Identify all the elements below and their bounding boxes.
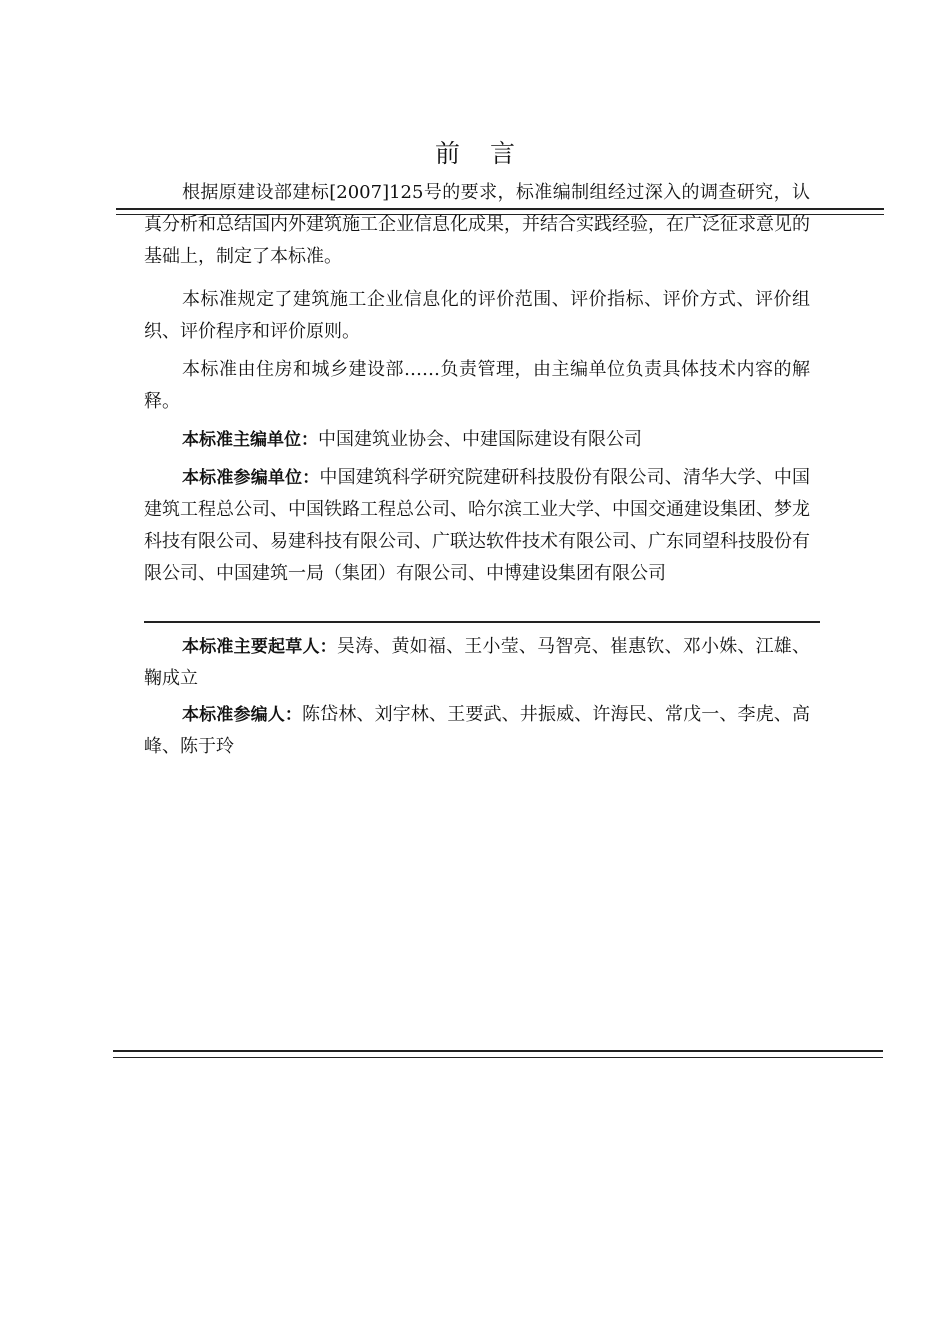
- chief-editor-label: 本标准主编单位：: [182, 430, 318, 450]
- section-rule: [144, 621, 820, 623]
- co-editor-units: [144, 462, 810, 590]
- participants: [144, 699, 810, 763]
- main-drafters-value: 吴涛、黄如福、王小莹、马智亮、崔惠钦、邓小姝、江雄、鞠成立: [144, 636, 811, 689]
- chief-editor-value: 中国建筑业协会、中建国际建设有限公司: [318, 429, 642, 450]
- co-editor-value: 中国建筑科学研究院建研科技股份有限公司、清华大学、中国建筑工程总公司、中国铁路工程总公司、哈尔滨工业大学、中国交通建设集团、梦龙科技有限公司、易建科技有限公司、广联达软件技术有限公司、广东同望科技股份有限公司、中国建筑一局（集团）有限公司、中博建设集团有限公司: [144, 467, 811, 584]
- participants-value: 陈岱林、刘宇林、王要武、井振威、许海民、常戊一、李虎、高峰、陈于玲: [144, 704, 810, 757]
- participants-label: 本标准参编人：: [182, 705, 303, 725]
- main-drafters-label: 本标准主要起草人：: [182, 637, 337, 657]
- paragraph-scope: 本标准规定了建筑施工企业信息化的评价范围、评价指标、评价方式、评价组织、评价程序和评价原则。: [144, 289, 810, 342]
- co-editor-label: 本标准参编单位：: [182, 468, 320, 488]
- footer-rule-lower: [113, 1057, 883, 1058]
- page-title: 前言: [434, 139, 545, 168]
- paragraph-management: 本标准由住房和城乡建设部……负责管理，由主编单位负责具体技术内容的解释。: [144, 359, 810, 412]
- footer-rule-upper: [113, 1050, 883, 1052]
- paragraph-basis: 根据原建设部建标[2007]125号的要求，标准编制组经过深入的调查研究，认真分析和总结国内外建筑施工企业信息化成果，并结合实践经验，在广泛征求意见的基础上，制定了本标准。: [144, 182, 810, 267]
- chief-editor-unit: [144, 424, 810, 456]
- main-drafters: [144, 631, 810, 695]
